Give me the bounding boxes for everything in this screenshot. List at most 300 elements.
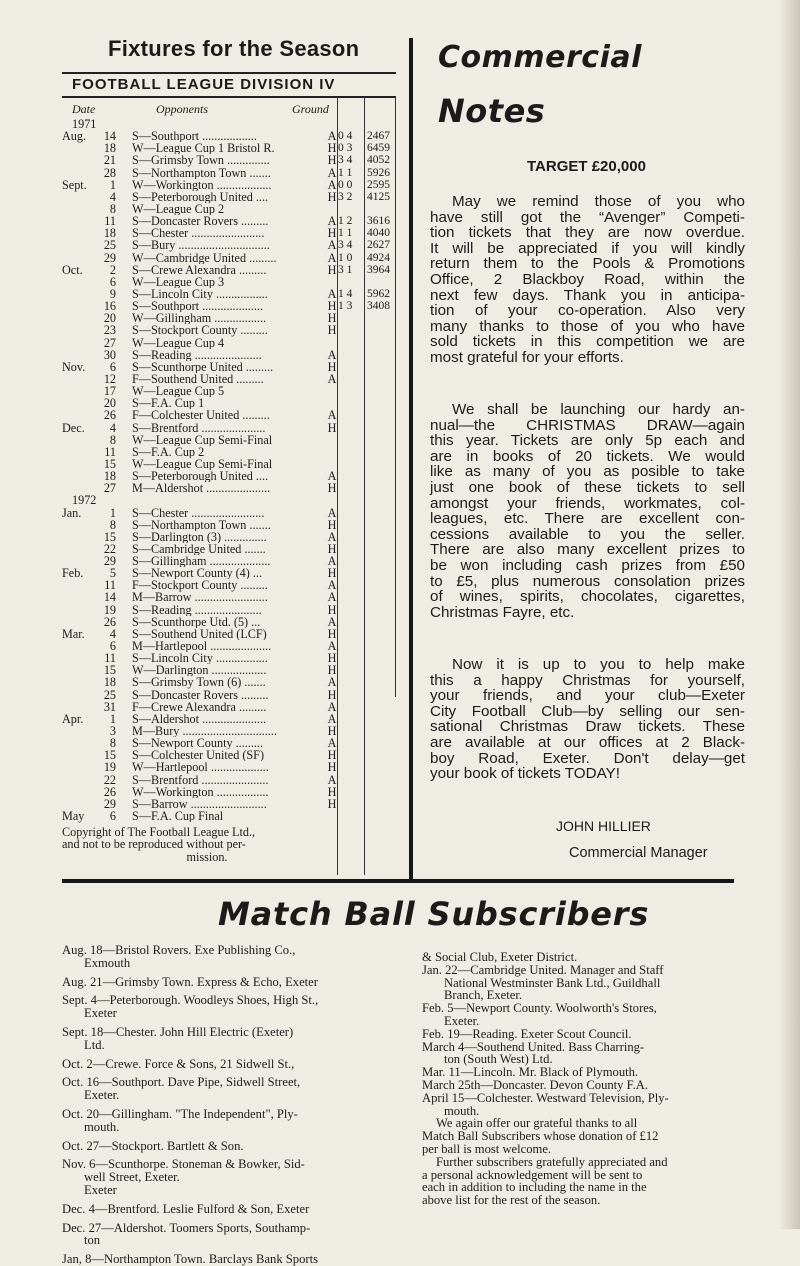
paragraph-line: May we remind those of you who xyxy=(452,193,745,210)
fixture-row xyxy=(62,349,412,361)
paragraph-line: nual—the CHRISTMAS DRAW—again xyxy=(430,416,745,434)
fixture-opponent: S—Doncaster Rovers ......... xyxy=(132,688,269,701)
fixture-day: 8 xyxy=(109,517,116,532)
fixture-day: 29 xyxy=(103,796,116,811)
fixture-attendance: 4125 xyxy=(367,190,390,203)
fixture-ground: A xyxy=(327,129,337,144)
fixture-opponent: W—League Cup 5 xyxy=(132,385,225,398)
fixture-ground: H xyxy=(327,359,337,374)
fixture-row xyxy=(62,482,412,494)
fixture-row xyxy=(62,604,412,616)
fixture-day: 1 xyxy=(109,505,116,520)
fixture-day: 31 xyxy=(103,699,116,714)
fixture-opponent: W—Workington .................. xyxy=(132,178,272,191)
subscriber-line: ton xyxy=(84,1233,101,1248)
fixture-attendance: 5962 xyxy=(367,287,390,300)
fixture-day: 14 xyxy=(103,129,116,144)
fixture-ground: H xyxy=(327,141,337,156)
fixture-ground: H xyxy=(327,323,337,338)
fixture-day: 26 xyxy=(103,408,116,423)
paragraph-line: amongst your friends, workmates, col- xyxy=(430,494,745,512)
subscriber-line: per ball is most welcome. xyxy=(422,1141,552,1156)
fixture-opponent: S—Newport County ......... xyxy=(132,737,264,750)
fixture-score: 1 1 xyxy=(338,166,353,179)
fixture-opponent: S—Scunthorpe United ......... xyxy=(132,360,274,373)
fixture-day: 29 xyxy=(103,250,116,265)
fixture-day: 4 xyxy=(109,626,116,641)
paragraph-line: are available at our offices at 2 Black- xyxy=(430,733,745,751)
fixture-opponent: W—League Cup Semi-Final xyxy=(132,433,273,446)
subscriber-entry xyxy=(62,1076,380,1102)
fixture-opponent: W—Gillingham ................. xyxy=(132,312,267,325)
fixture-opponent: S—Lincoln City ................. xyxy=(132,652,268,665)
copyright-line: mission. xyxy=(186,849,228,864)
fixture-day: 15 xyxy=(103,456,116,471)
fixture-score: 3 4 xyxy=(338,239,353,252)
fixture-opponent: S—Newport County (4) ... xyxy=(132,567,262,580)
fixture-opponent: S—Southport .................... xyxy=(132,300,264,313)
fixture-day: 19 xyxy=(103,760,116,775)
fixture-day: 25 xyxy=(103,687,116,702)
fixture-day: 18 xyxy=(103,675,116,690)
fixture-day: 12 xyxy=(103,371,116,386)
subscriber-entry xyxy=(422,964,734,1002)
fixture-row xyxy=(62,409,412,421)
fixture-row xyxy=(62,774,412,786)
subscriber-line: mouth. xyxy=(444,1103,480,1118)
fixture-ground: A xyxy=(327,250,337,265)
fixture-ground: A xyxy=(327,469,337,484)
fixture-day: 17 xyxy=(103,384,116,399)
fixture-ground: H xyxy=(327,226,337,241)
paragraph-line: this year. Tickets are only 5p each and xyxy=(430,432,745,450)
fixture-day: 30 xyxy=(103,347,116,362)
fixture-attendance: 4052 xyxy=(367,154,390,167)
fixture-ground: H xyxy=(327,153,337,168)
fixture-opponent: S—Peterborough United .... xyxy=(132,470,269,483)
fixture-ground: A xyxy=(327,214,337,229)
subscriber-line: National Westminster Bank Ltd., Guildhall xyxy=(444,975,661,990)
subscriber-entry xyxy=(422,951,734,964)
paragraph-line: cessions available to you the seller. xyxy=(430,525,745,543)
fixture-day: 1 xyxy=(109,711,116,726)
fixture-month: Dec. xyxy=(62,420,85,435)
fixture-ground: H xyxy=(327,748,337,763)
subscriber-line: Branch, Exeter. xyxy=(444,988,522,1003)
fixture-day: 25 xyxy=(103,238,116,253)
fixture-day: 4 xyxy=(109,420,116,435)
paragraph-line: leagues, etc. There are excellent con- xyxy=(430,510,745,528)
fixture-opponent: W—League Cup 2 xyxy=(132,202,225,216)
fixture-score: 0 4 xyxy=(338,130,353,143)
subscriber-line: April 15—Colchester. Westward Television, Ply- xyxy=(422,1090,669,1105)
paragraph-line: boy Road, Exeter. Don't delay—get xyxy=(430,749,745,767)
paragraph-line: next few days. Thank you in anticipa- xyxy=(430,286,745,304)
fixture-opponent: W—League Cup 4 xyxy=(132,336,225,349)
fixture-day: 26 xyxy=(103,614,116,629)
fixture-ground: A xyxy=(327,614,337,629)
paragraph-line: have still got the “Avenger” Competi- xyxy=(430,208,745,226)
subscriber-entry xyxy=(62,1140,380,1153)
fixture-opponent: M—Aldershot ..................... xyxy=(132,482,271,495)
fixture-row xyxy=(62,154,412,166)
fixture-day: 23 xyxy=(103,323,116,338)
paragraph-line: be won including cash prizes from £50 xyxy=(430,556,745,574)
subscriber-line: each in addition to including the name in the xyxy=(422,1180,647,1195)
fixture-day: 15 xyxy=(103,663,116,678)
subscribers-left-column xyxy=(62,944,380,1266)
fixture-opponent: W—League Cup 1 Bristol R. xyxy=(132,142,275,155)
paragraph-line: tion of your co-operation. Also very xyxy=(430,302,745,320)
subscriber-line: Jan. 22—Cambridge United. Manager and Staff xyxy=(422,962,664,977)
fixture-attendance: 3616 xyxy=(367,215,390,228)
fixture-month: Sept. xyxy=(62,177,87,192)
fixture-day: 29 xyxy=(103,554,116,569)
commercial-title: Commercial xyxy=(438,40,642,75)
season-year: 1972 xyxy=(72,493,97,508)
fixture-ground: A xyxy=(327,505,337,520)
paragraph-line: We shall be launching our hardy an- xyxy=(452,401,745,418)
fixture-opponent: F—Southend United ......... xyxy=(132,372,264,386)
fixture-opponent: S—Northampton Town ....... xyxy=(132,518,271,531)
fixture-ground: H xyxy=(327,189,337,204)
fixture-day: 19 xyxy=(103,602,116,617)
subscriber-line: Ltd. xyxy=(84,1037,105,1052)
fixture-attendance: 4924 xyxy=(367,251,390,264)
fixture-opponent: M—Hartlepool .................... xyxy=(132,640,272,653)
subscribers-right-column xyxy=(422,951,734,1207)
fixture-score: 1 4 xyxy=(338,287,353,300)
fixture-opponent: S—Crewe Alexandra ......... xyxy=(132,263,267,276)
subscriber-entry xyxy=(62,1108,380,1134)
fixture-opponent: F—Colchester United ......... xyxy=(132,409,270,422)
fixture-opponent: S—Aldershot ..................... xyxy=(132,712,267,726)
fixture-ground: A xyxy=(327,590,337,605)
subscriber-line: We again offer our grateful thanks to all xyxy=(436,1116,638,1131)
fixture-month: Mar. xyxy=(62,626,85,641)
fixture-opponent: W—Darlington .................. xyxy=(132,664,267,677)
fixture-row xyxy=(62,810,412,822)
fixture-score: 3 4 xyxy=(338,154,353,167)
fixture-ground: H xyxy=(327,602,337,617)
fixture-ground: H xyxy=(327,796,337,811)
fixtures-top-rule xyxy=(62,72,396,74)
subscriber-line: above list for the rest of the season. xyxy=(422,1193,601,1208)
fixture-opponent: S—Brentford ..................... xyxy=(132,421,266,434)
subscriber-line: Oct. 16—Southport. Dave Pipe, Sidwell Street, xyxy=(62,1075,301,1090)
copyright-line: and not to be reproduced without per- xyxy=(62,837,246,852)
subscriber-line: Exeter xyxy=(84,1182,117,1197)
paragraph-line: Office, 2 Blackboy Road, within the xyxy=(430,270,745,288)
subscriber-line: well Street, Exeter. xyxy=(84,1170,180,1185)
subscriber-entry xyxy=(62,944,380,970)
fixture-opponent: F—Crewe Alexandra ......... xyxy=(132,700,267,713)
fixture-attendance: 5926 xyxy=(367,166,390,179)
fixture-ground: H xyxy=(327,724,337,739)
fixture-attendance: 2595 xyxy=(367,178,390,191)
fixture-month: May xyxy=(62,809,85,824)
subscriber-line: Match Ball Subscribers whose donation of £12 xyxy=(422,1129,659,1144)
subscriber-line: & Social Club, Exeter District. xyxy=(422,950,578,964)
fixture-day: 6 xyxy=(109,639,116,654)
fixture-day: 11 xyxy=(104,214,116,229)
fixture-day: 8 xyxy=(109,432,116,447)
subscriber-entry xyxy=(62,976,380,989)
fixture-opponent: F—Stockport County ......... xyxy=(132,579,268,592)
subscriber-entry xyxy=(422,1156,734,1207)
subscriber-line: Feb. 19—Reading. Exeter Scout Council. xyxy=(422,1026,632,1041)
fixture-day: 8 xyxy=(109,201,116,216)
subscriber-line: Aug. 18—Bristol Rovers. Exe Publishing Co., xyxy=(62,943,296,957)
fixture-month: Jan. xyxy=(62,505,82,520)
fixture-ground: A xyxy=(327,408,337,423)
subscriber-entry xyxy=(62,1058,380,1071)
subscriber-entry xyxy=(422,1028,734,1041)
fixture-score: 0 3 xyxy=(338,142,353,155)
fixture-ground: H xyxy=(327,311,337,326)
paragraph-line: like as many of you as posible to take xyxy=(430,463,745,481)
fixture-opponent: S—Stockport County ......... xyxy=(132,324,268,337)
subscriber-entry xyxy=(422,1041,734,1067)
copyright-line: Copyright of The Football League Ltd., xyxy=(62,825,256,839)
subscriber-line: March 25th—Doncaster. Devon County F.A. xyxy=(422,1077,648,1092)
subscriber-line: Jan, 8—Northampton Town. Barclays Bank Sports xyxy=(62,1252,318,1266)
fixture-month: Aug. xyxy=(62,129,87,144)
fixture-ground: A xyxy=(327,165,337,180)
fixtures-header-rule xyxy=(62,96,396,98)
fixture-day: 28 xyxy=(103,165,116,180)
avenger-paragraph xyxy=(430,194,745,366)
fixture-ground: A xyxy=(327,371,337,386)
fixture-month: Apr. xyxy=(62,711,84,726)
fixture-day: 6 xyxy=(109,274,116,289)
fixture-ground: A xyxy=(327,554,337,569)
fixture-day: 11 xyxy=(104,444,116,459)
season-year: 1971 xyxy=(72,117,97,131)
subscriber-line: ton (South West) Ltd. xyxy=(444,1052,553,1067)
fixture-opponent: S—Northampton Town ....... xyxy=(132,166,271,179)
fixture-opponent: W—Cambridge United ......... xyxy=(132,251,277,264)
fixture-ground: A xyxy=(327,238,337,253)
fixture-row xyxy=(62,422,412,434)
fixture-ground: H xyxy=(327,784,337,799)
fixture-opponent: W—League Cup Semi-Final xyxy=(132,457,273,471)
fixture-day: 18 xyxy=(103,226,116,241)
fixture-day: 6 xyxy=(109,809,116,824)
paragraph-line: just one book of these tickets to sell xyxy=(430,478,745,496)
fixture-opponent: S—Gillingham .................... xyxy=(132,555,271,568)
fixture-day: 3 xyxy=(109,724,116,739)
signature-title: Commercial Manager xyxy=(569,845,708,861)
fixture-month: Feb. xyxy=(62,566,84,581)
fixture-ground: A xyxy=(327,286,337,301)
subscriber-entry xyxy=(62,994,380,1020)
fixture-day: 16 xyxy=(103,299,116,314)
paragraph-line: your friends, and your club—Exeter xyxy=(430,687,745,705)
fixture-day: 18 xyxy=(103,141,116,156)
subscriber-line: Feb. 5—Newport County. Woolworth's Stores, xyxy=(422,1001,657,1016)
subscriber-line: March 4—Southend United. Bass Charring- xyxy=(422,1039,645,1054)
fixture-opponent: S—F.A. Cup 1 xyxy=(132,397,205,410)
page-binding-edge xyxy=(778,0,800,1229)
subscriber-entry xyxy=(62,1222,380,1248)
subscriber-line: Exeter xyxy=(84,1006,117,1021)
fixture-ground: A xyxy=(327,736,337,751)
fixture-day: 27 xyxy=(103,481,116,496)
fixture-row xyxy=(62,167,412,179)
fixture-ground: H xyxy=(327,517,337,532)
fixture-day: 22 xyxy=(103,772,116,787)
paragraph-line: your book of tickets TODAY! xyxy=(430,765,620,783)
fixture-day: 1 xyxy=(109,177,116,192)
christmas-draw-paragraph xyxy=(430,402,745,620)
paragraph-line: sational Christmas Draw tickets. These xyxy=(430,718,745,736)
fixture-opponent: S—Grimsby Town .............. xyxy=(132,154,270,167)
fixture-row xyxy=(62,591,412,603)
fixture-day: 15 xyxy=(103,748,116,763)
fixture-day: 21 xyxy=(103,153,116,168)
paragraph-line: of wines, spirits, chocolates, cigarettes, xyxy=(430,588,745,606)
fixture-attendance: 6459 xyxy=(367,142,390,155)
fixture-opponent: S—Scunthorpe Utd. (5) ... xyxy=(132,615,261,628)
fixtures-title: Fixtures for the Season xyxy=(108,36,360,61)
paragraph-line: to £5, plus numerous consolation prizes xyxy=(430,572,745,590)
fixture-month: Nov. xyxy=(62,359,86,374)
fixture-opponent: S—Colchester United (SF) xyxy=(132,749,265,762)
fixture-opponent: S—F.A. Cup Final xyxy=(132,810,224,823)
match-ball-title: Match Ball Subscribers xyxy=(218,895,650,933)
subscriber-entry xyxy=(62,1253,380,1266)
fixture-ground: H xyxy=(327,420,337,435)
paragraph-line: most grateful for your efforts. xyxy=(430,348,624,366)
fixture-ground: H xyxy=(327,481,337,496)
subscriber-entry xyxy=(62,1158,380,1196)
call-to-action-paragraph xyxy=(430,657,745,782)
subscriber-line: Exeter. xyxy=(84,1088,120,1103)
fixture-score: 3 2 xyxy=(338,190,353,203)
fixture-day: 18 xyxy=(103,469,116,484)
paragraph-line: this a happy Christmas for yourself, xyxy=(430,671,745,689)
subscriber-entry xyxy=(422,1079,734,1092)
paragraph-line: sold tickets in this competition we are xyxy=(430,333,745,351)
paragraph-line: There are also many excellent prizes to xyxy=(430,541,745,559)
fixture-day: 14 xyxy=(103,590,116,605)
fixture-day: 27 xyxy=(103,335,116,350)
subscriber-line: Sept. 18—Chester. John Hill Electric (Exeter) xyxy=(62,1024,294,1039)
subscriber-line: Nov. 6—Scunthorpe. Stoneman & Bowker, Sid- xyxy=(62,1157,305,1172)
fixture-opponent: S—Reading ...................... xyxy=(132,603,262,616)
subscriber-line: Oct. 20—Gillingham. "The Independent", Ply- xyxy=(62,1106,298,1121)
fixture-opponent: S—Southend United (LCF) xyxy=(132,627,267,641)
fixture-row xyxy=(62,434,412,446)
fixture-ground: A xyxy=(327,639,337,654)
fixture-day: 15 xyxy=(103,529,116,544)
fixture-score: 1 0 xyxy=(338,251,353,264)
fixture-day: 8 xyxy=(109,736,116,751)
subscriber-entry xyxy=(422,1002,734,1028)
fixture-ground: H xyxy=(327,541,337,556)
fixture-score: 1 2 xyxy=(338,215,353,228)
fixture-day: 6 xyxy=(109,359,116,374)
subscriber-line: Dec. 4—Brentford. Leslie Fulford & Son, Exeter xyxy=(62,1201,310,1216)
fixture-day: 22 xyxy=(103,541,116,556)
fixture-row xyxy=(62,761,412,773)
subscriber-line: Sept. 4—Peterborough. Woodleys Shoes, High St., xyxy=(62,993,319,1008)
fixture-opponent: S—F.A. Cup 2 xyxy=(132,445,205,458)
fixture-day: 9 xyxy=(109,286,116,301)
fixture-attendance: 4040 xyxy=(367,227,390,240)
fixture-row xyxy=(62,239,412,251)
paragraph-line: Christmas Fayre, etc. xyxy=(430,603,575,621)
fixture-ground: H xyxy=(327,626,337,641)
fixture-opponent: M—Barrow ........................ xyxy=(132,591,268,604)
fixture-ground: A xyxy=(327,347,337,362)
paragraph-line: It will be appreciated if you will kindly xyxy=(430,239,745,257)
fixture-day: 11 xyxy=(104,651,116,666)
fixture-score: 1 1 xyxy=(338,227,353,240)
fixture-ground: H xyxy=(327,299,337,314)
fixture-day: 26 xyxy=(103,784,116,799)
fixture-opponent: S—Brentford ...................... xyxy=(132,773,269,786)
fixture-score: 1 3 xyxy=(338,300,353,313)
fixture-day: 5 xyxy=(109,566,116,581)
fixture-row xyxy=(62,337,412,349)
fixture-ground: A xyxy=(327,578,337,593)
fixture-opponent: S—Southport .................. xyxy=(132,130,257,143)
paragraph-line: are in books of 20 tickets. We would xyxy=(430,447,745,465)
fixture-row xyxy=(62,264,412,276)
fixture-ground: A xyxy=(327,772,337,787)
fixture-opponent: M—Bury ............................... xyxy=(132,725,277,738)
column-date: Date xyxy=(72,102,96,116)
target-heading: TARGET £20,000 xyxy=(527,158,646,175)
fixture-ground: H xyxy=(327,663,337,678)
fixture-ground: H xyxy=(327,262,337,277)
subscriber-entry xyxy=(62,1026,380,1052)
paragraph-line: return them to the Pools & Promotions xyxy=(430,255,745,273)
fixture-row xyxy=(62,519,412,531)
fixture-opponent: S—Grimsby Town (6) ....... xyxy=(132,676,266,689)
fixture-day: 2 xyxy=(109,262,116,277)
fixture-opponent: S—Peterborough United .... xyxy=(132,190,269,203)
fixture-opponent: W—League Cup 3 xyxy=(132,275,225,288)
fixture-row xyxy=(62,494,412,506)
fixture-ground: A xyxy=(327,699,337,714)
fixture-ground: H xyxy=(327,687,337,702)
fixture-opponent: S—Chester ........................ xyxy=(132,227,265,240)
fixtures-list xyxy=(62,118,412,822)
fixture-score: 0 0 xyxy=(338,178,353,191)
paragraph-line: tion tickets that they are now overdue. xyxy=(430,224,745,242)
paragraph-line: City Football Club—by selling our sen- xyxy=(430,702,745,720)
subscriber-line: Dec. 27—Aldershot. Toomers Sports, Southamp- xyxy=(62,1220,311,1235)
signature-name: JOHN HILLIER xyxy=(556,818,651,834)
fixture-attendance: 3408 xyxy=(367,300,390,313)
paragraph-line: Now it is up to you to help make xyxy=(452,656,745,673)
fixture-ground: H xyxy=(327,651,337,666)
subscriber-entry xyxy=(422,1117,734,1155)
fixture-ground: A xyxy=(327,177,337,192)
fixtures-subtitle: FOOTBALL LEAGUE DIVISION IV xyxy=(72,76,336,93)
fixture-ground: A xyxy=(327,529,337,544)
fixture-opponent: S—Chester ........................ xyxy=(132,506,265,519)
fixture-row xyxy=(62,689,412,701)
subscriber-line: Oct. 27—Stockport. Bartlett & Son. xyxy=(62,1138,244,1153)
paragraph-line: many thanks to those of you who have xyxy=(430,317,745,335)
fixture-score: 3 1 xyxy=(338,263,353,276)
fixture-month: Oct. xyxy=(62,262,83,277)
subscriber-entry xyxy=(422,1092,734,1118)
